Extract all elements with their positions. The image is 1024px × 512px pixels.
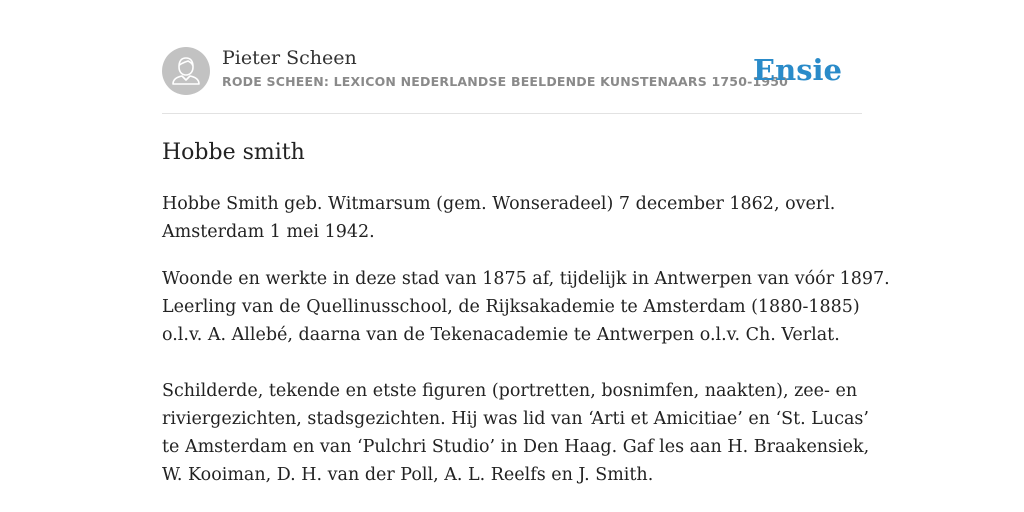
paragraph-line: Schilderde, tekende en etste figuren (portretten, bosnimfen, naakten), zee- en: [162, 381, 858, 401]
paragraph-line: te Amsterdam en van ‘Pulchri Studio’ in Den Haag. Gaf les aan H. Braakensiek,: [162, 437, 870, 457]
ensie-logo[interactable]: Ensie: [753, 53, 842, 87]
author-avatar[interactable]: [162, 47, 210, 95]
paragraph-1: [162, 190, 882, 246]
article-body: [162, 190, 890, 489]
paragraph-line: Leerling van de Quellinusschool, de Rijksakademie te Amsterdam (1880-1885): [162, 297, 860, 317]
paragraph-line: Woonde en werkte in deze stad van 1875 af, tijdelijk in Antwerpen van vóór 1897.: [162, 269, 890, 289]
article-header: [162, 46, 862, 96]
author-name[interactable]: Pieter Scheen: [222, 47, 357, 69]
paragraph-line: o.l.v. A. Allebé, daarna van de Tekenacademie te Antwerpen o.l.v. Ch. Verlat.: [162, 325, 840, 345]
user-silhouette-icon: [162, 47, 210, 95]
paragraph-line: Hobbe Smith geb. Witmarsum (gem. Wonseradeel) 7 december 1862, overl.: [162, 194, 836, 214]
article-title: Hobbe smith: [162, 140, 305, 165]
paragraph-3: [162, 377, 882, 489]
paragraph-line: riviergezichten, stadsgezichten. Hij was lid van ‘Arti et Amicitiae’ en ‘St. Lucas’: [162, 409, 869, 429]
source-title[interactable]: RODE SCHEEN: LEXICON NEDERLANDSE BEELDENDE KUNSTENAARS 1750-1950: [222, 74, 789, 89]
header-divider: [162, 113, 862, 114]
paragraph-line: Amsterdam 1 mei 1942.: [162, 222, 375, 242]
paragraph-2: [162, 265, 890, 349]
paragraph-line: W. Kooiman, D. H. van der Poll, A. L. Reelfs en J. Smith.: [162, 465, 654, 485]
